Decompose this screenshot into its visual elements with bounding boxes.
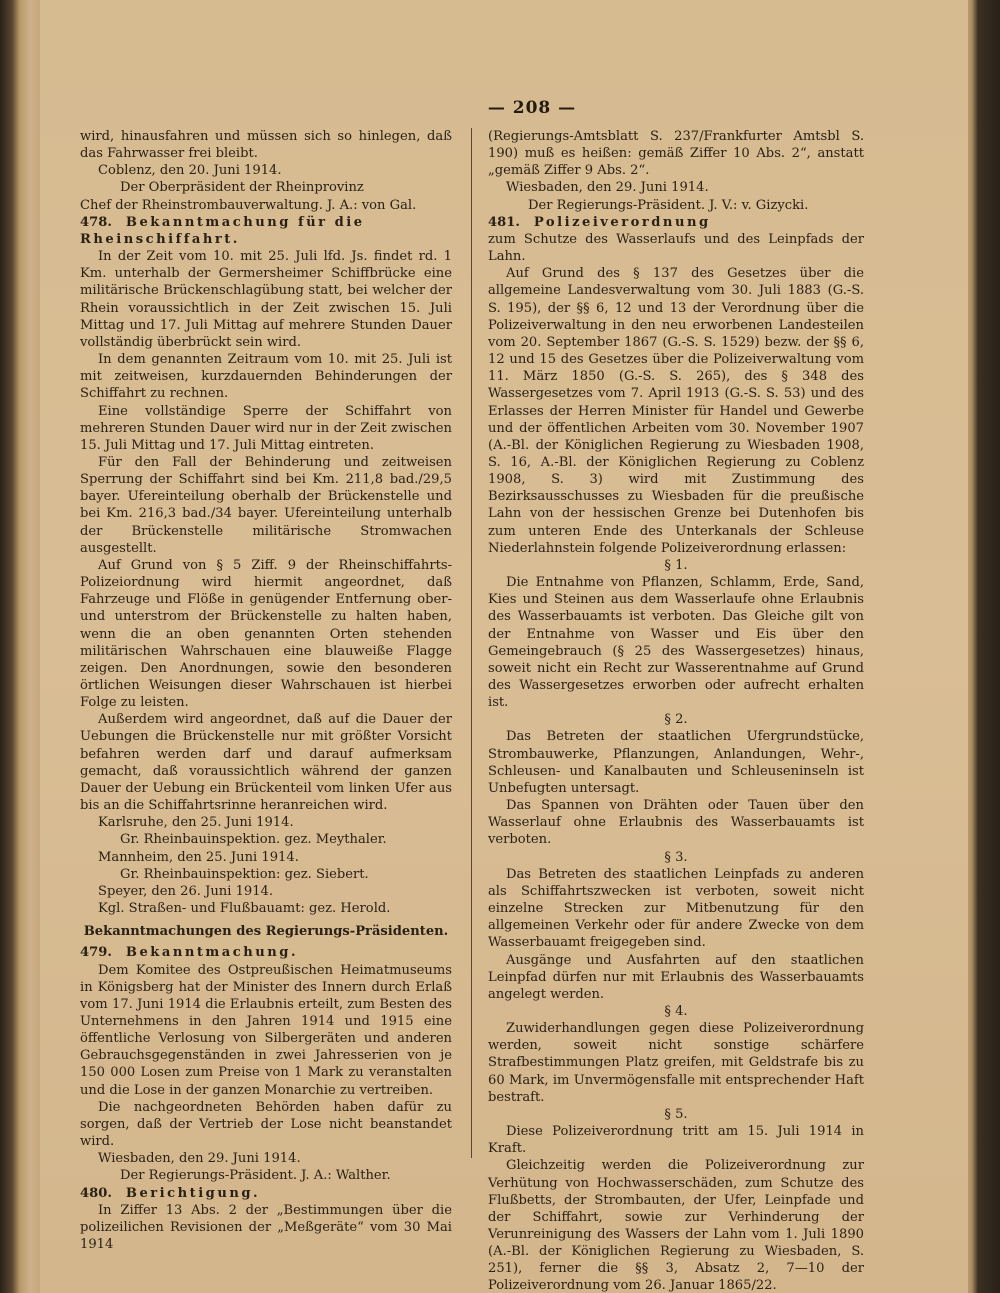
paragraph: Für den Fall der Behinderung und zeitweisen Sperrung der Schiffahrt sind bei Km. 211,8 bad./29,5 bayer. Ufereinteilung oberhalb der Brückenstelle und bei Km. 216,3 bad./34 bayer. Ufereinteilung unterhalb der Brückenstelle militärische Stromwachen ausgestellt. — [80, 454, 452, 556]
column-divider — [471, 128, 472, 1158]
paragraph: Kgl. Straßen- und Flußbauamt: gez. Herold. — [98, 901, 391, 917]
paragraph: Chef der Rheinstrombauverwaltung. J. A.: von Gal. — [80, 197, 417, 213]
signature-line: Gr. Rheinbauinspektion. gez. Meythaler. — [120, 832, 387, 848]
right-column — [488, 128, 864, 1293]
paragraph: In der Zeit vom 10. mit 25. Juli lfd. Js. findet rd. 1 Km. unterhalb der Germersheimer Schiffbrücke eine militärische Brückenschlagübung statt, bei welcher der Rhein voraussichtlich in der Zeit zwischen 15. Juli Mittag und 17. Juli Mittag auf mehrere Stunden Dauer vollständig überbrückt sein wird. — [80, 249, 452, 350]
section-mark: § 1. — [664, 557, 688, 573]
book-edge-right — [964, 0, 1000, 1293]
paragraph: Das Betreten der staatlichen Ufergrundstücke, Strombauwerke, Pflanzungen, Anlandungen, Wehr-, Schleusen- und Kanalbauten und Schleuseninseln ist Unbefugten untersagt. — [488, 729, 864, 796]
notice-number: 479. — [80, 945, 112, 961]
section-mark: § 4. — [664, 1003, 688, 1019]
section-mark: § 5. — [664, 1106, 688, 1122]
paragraph: Diese Polizeiverordnung tritt am 15. Juli 1914 in Kraft. — [488, 1124, 864, 1157]
paragraph: Das Betreten des staatlichen Leinpfads zu anderen als Schiffahrtszwecken ist verboten, soweit nicht einzelne Strecken zur Mitbenutzung für den allgemeinen Verkehr oder für andere Zwecke von dem Wasserbauamt freigegeben sind. — [488, 866, 864, 951]
paragraph: Speyer, den 26. Juni 1914. — [98, 883, 274, 899]
paragraph: Wiesbaden, den 29. Juni 1914. — [506, 180, 709, 196]
notice-heading — [488, 214, 864, 231]
paragraph: wird, hinausfahren und müssen sich so hinlegen, daß das Fahrwasser frei bleibt. — [80, 129, 452, 162]
paragraph: Auf Grund des § 137 des Gesetzes über die allgemeine Landesverwaltung vom 30. Juli 1883 (G.-S. S. 195), der §§ 6, 12 und 13 der Verordnung über die Polizeiverwaltung in den neu erworbenen Landesteilen vom 20. September 1867 (G.-S. S. 1529) bezw. der §§ 6, 12 und 15 des Gesetzes über die Polizeiverwaltung vom 11. März 1850 (G.-S. S. 265), des § 348 des Wassergesetzes vom 7. April 1913 (G.-S. S. 53) und des Erlasses der Herren Minister für Handel und Gewerbe und der öffentlichen Arbeiten vom 30. November 1907 (A.-Bl. der Königlichen Regierung zu Wiesbaden 1908, S. 16, A.-Bl. der Königlichen Regierung zu Coblenz 1908, S. 3) wird mit Zustimmung des Bezirksausschusses zu Wiesbaden für die preußische Lahn von der hessischen Grenze bei Dutenhofen bis zum unteren Ende des Unterkanals der Schleuse Niederlahnstein folgende Polizeiverordnung erlassen: — [488, 266, 864, 556]
paragraph: Zuwiderhandlungen gegen diese Polizeiverordnung werden, soweit nicht sonstige schärfere Strafbestimmungen Platz greifen, mit Geldstrafe bis zu 60 Mark, im Unvermögensfalle mit entsprechender Haft bestraft. — [488, 1021, 864, 1105]
notice-title: Bekanntmachung für die Rheinschiffahrt. — [80, 214, 365, 247]
section-mark: § 2. — [664, 712, 688, 728]
signature-line: Der Regierungs-Präsident. J. A.: Walther. — [120, 1168, 391, 1184]
paragraph: Mannheim, den 25. Juni 1914. — [98, 849, 299, 865]
notice-heading — [80, 1185, 452, 1202]
paragraph: In dem genannten Zeitraum vom 10. mit 25. Juli ist mit zeitweisen, kurzdauernden Behinderungen der Schiffahrt zu rechnen. — [80, 352, 452, 402]
paragraph: Auf Grund von § 5 Ziff. 9 der Rheinschiffahrts-Polizeiordnung wird hiermit angeordnet, daß Fahrzeuge und Flöße in genügender Entfernung ober- und unterstrom der Brückenstelle zu halten haben, wenn die an oben genannten Orten stehenden militärischen Wahrschauen eine blauweiße Flagge zeigen. Den Anordnungen, sowie den besonderen örtlichen Weisungen dieser Wahrschauen ist hierbei Folge zu leisten. — [80, 557, 452, 711]
paragraph: Die nachgeordneten Behörden haben dafür zu sorgen, daß der Vertrieb der Lose nicht beanstandet wird. — [80, 1099, 452, 1150]
paragraph: Das Spannen von Drähten oder Tauen über den Wasserlauf ohne Erlaubnis des Wasserbauamts ist verboten. — [488, 798, 864, 848]
paragraph: Wiesbaden, den 29. Juni 1914. — [98, 1151, 301, 1167]
paragraph: Dem Komitee des Ostpreußischen Heimatmuseums in Königsberg hat der Minister des Innern durch Erlaß vom 17. Juni 1914 die Erlaubnis erteilt, zum Besten des Unternehmens in den Jahren 1914 und 1915 eine öffentliche Verlosung von Silbergeräten und anderen Gebrauchsgegenständen in zwei Jahresserien von je 150 000 Losen zum Preise von 1 Mark zu veranstalten und die Lose in der ganzen Monarchie zu vertreiben. — [80, 962, 452, 1098]
paragraph: Karlsruhe, den 25. Juni 1914. — [98, 815, 294, 831]
notice-title: Berichtigung. — [125, 1185, 261, 1201]
page-number: — 208 — — [487, 98, 577, 118]
signature-line: Der Oberpräsident der Rheinprovinz — [120, 180, 364, 196]
paragraph: zum Schutze des Wasserlaufs und des Leinpfads der Lahn. — [488, 231, 864, 265]
book-edge-left — [0, 0, 42, 1293]
notice-title: Bekanntmachung. — [125, 945, 299, 961]
notice-heading — [80, 214, 452, 248]
notice-title: Polizeiverordnung — [533, 214, 711, 230]
section-mark: § 3. — [664, 849, 688, 865]
paragraph: (Regierungs-Amtsblatt S. 237/Frankfurter Amtsbl S. 190) muß es heißen: gemäß Ziffer 10 Abs. 2“, anstatt „gemäß Ziffer 9 Abs. 2“. — [488, 129, 864, 179]
notice-number: 478. — [80, 214, 112, 230]
left-column — [80, 128, 452, 1253]
paragraph: Außerdem wird angeordnet, daß auf die Dauer der Uebungen die Brückenstelle nur mit größter Vorsicht befahren werden darf und darauf aufmerksam gemacht, daß voraussichtlich während der ganzen Dauer der Uebung ein Brückenteil vom linken Ufer aus bis an die Schiffahrtsrinne heranreichen wird. — [80, 712, 452, 814]
paragraph: Die Entnahme von Pflanzen, Schlamm, Erde, Sand, Kies und Steinen aus dem Wasserlaufe ohne Erlaubnis des Wasserbauamts ist verboten. Das Gleiche gilt von der Entnahme von Wasser und Eis über den Gemeingebrauch (§ 25 des Wassergesetzes) hinaus, soweit nicht ein Recht zur Wasserentnahme auf Grund des Wassergesetzes erworben oder aufrecht erhalten ist. — [488, 575, 864, 711]
notice-heading — [80, 944, 452, 961]
paragraph: Gleichzeitig werden die Polizeiverordnung zur Verhütung von Hochwasserschäden, zum Schutze des Flußbetts, der Strombauten, der Ufer, Leinpfade und der Schiffahrt, sowie zur Verhinderung der Verunreinigung des Wassers der Lahn vom 1. Juli 1890 (A.-Bl. der Königlichen Regierung zu Wiesbaden, S. 251), ferner die §§ 3, Absatz 2, 7—10 der Polizeiverordnung vom 26. Januar 1865/22. — [488, 1158, 864, 1293]
signature-line: Der Regierungs-Präsident. J. V.: v. Gizycki. — [528, 197, 809, 213]
notice-number: 480. — [80, 1185, 112, 1201]
signature-line: Gr. Rheinbauinspektion: gez. Siebert. — [120, 866, 369, 882]
paragraph: Coblenz, den 20. Juni 1914. — [98, 163, 282, 179]
paragraph: Ausgänge und Ausfahrten auf den staatlichen Leinpfad dürfen nur mit Erlaubnis des Wasserbauamts angelegt werden. — [488, 952, 864, 1002]
paragraph: In Ziffer 13 Abs. 2 der „Bestimmungen über die polizeilichen Revisionen der „Meßgeräte“ vom 30 Mai 1914 — [80, 1202, 452, 1252]
paragraph: Eine vollständige Sperre der Schiffahrt von mehreren Stunden Dauer wird nur in der Zeit zwischen 15. Juli Mittag und 17. Juli Mittag eintreten. — [80, 403, 452, 453]
section-heading: Bekanntmachungen des Regierungs-Präsidenten. — [83, 924, 449, 940]
notice-number: 481. — [488, 214, 520, 230]
